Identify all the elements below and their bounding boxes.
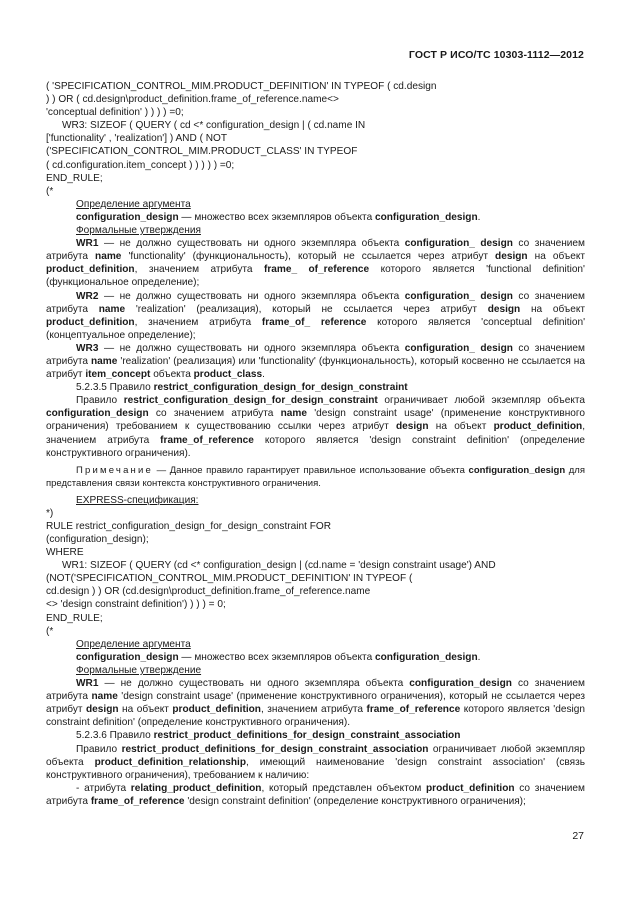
code-line: END_RULE; — [46, 172, 103, 184]
argument-paragraph: configuration_design — множество всех экземпляров объекта configuration_design. — [76, 651, 481, 663]
wr3-paragraph: WR3 — не должно существовать ни одного экземпляра объекта configuration_ design со значением атрибута name 'realization' (реализация) или 'functionality' (функциональность), который косвенно не ссылается на атрибут item_concept объекта product_class. — [46, 342, 585, 381]
code-line: cd.design ) ) OR (cd.design\product_definition.frame_of_reference.name — [46, 586, 371, 598]
page-number: 27 — [572, 830, 584, 842]
wr1-paragraph: WR1 — не должно существовать ни одного экземпляра объекта configuration_design со значением атрибута name 'design constraint usage' (применение конструктивного ограничения), который не ссылается через атрибут design на объект product_definition, значением атрибута frame_of_reference которого является 'design constraint definition' (определение конструктивного ограничения). — [46, 678, 585, 729]
code-line: WR3: SIZEOF ( QUERY ( cd <* configuration_design | ( cd.name IN — [62, 120, 366, 132]
argument-definition-heading: Определение аргумента — [76, 638, 191, 650]
section-heading-5-2-3-6: 5.2.3.6 Правило restrict_product_definitions_for_design_constraint_association — [76, 730, 461, 742]
code-line: ['functionality' , 'realization'] ) AND ( NOT — [46, 133, 228, 145]
code-line: <> 'design constraint definition') ) ) ) = 0; — [46, 599, 226, 611]
wr1-paragraph: WR1 — не должно существовать ни одного экземпляра объекта configuration_ design со значением атрибута name 'functionality' (функциональность), который не ссылается через атрибут design на объект product_definition, значением атрибута frame_ of_reference которого является 'functional definition' (функциональное определение); — [46, 238, 585, 289]
code-line: END_RULE; — [46, 612, 103, 624]
code-line: WR1: SIZEOF ( QUERY (cd <* configuration_design | (cd.name = 'design constraint usage') AND — [62, 560, 496, 572]
code-line: WHERE — [46, 547, 84, 559]
note-paragraph: Примечание — Данное правило гарантирует правильное использование объекта configuration_design для представления связи контекста конструктивного ограничения. — [46, 464, 585, 489]
express-specification-heading: EXPRESS-спецификация: — [76, 494, 199, 506]
code-line: ( cd.configuration.item_concept ) ) ) ) ) =0; — [46, 159, 235, 171]
section-label — [46, 198, 585, 211]
code-line: (* — [46, 625, 54, 637]
code-line: ( 'SPECIFICATION_CONTROL_MIM.PRODUCT_DEFINITION' IN TYPEOF ( cd.design — [46, 81, 437, 92]
code-line: *) — [46, 507, 54, 519]
code-line: ) ) OR ( cd.design\product_definition.frame_of_reference.name<> — [46, 94, 339, 106]
list-item: - атрибута relating_product_definition, который представлен объектом product_definition со значением атрибута frame_of_reference 'design constraint definition' (определение конструктивного ограничения); — [46, 782, 585, 807]
section-heading-5-2-3-5: 5.2.3.5 Правило restrict_configuration_design_for_design_constraint — [76, 382, 408, 394]
formal-statements-heading: Формальные утверждения — [76, 225, 201, 237]
section-label — [46, 664, 585, 677]
section-label — [46, 494, 585, 507]
page-body — [46, 80, 585, 808]
wr2-paragraph: WR2 — не должно существовать ни одного экземпляра объекта configuration_ design со значением атрибута name 'realization' (реализация), который не ссылается через атрибут design на объект product_definition, значением атрибута frame_of_ reference которого является 'conceptual definition' (концептуальное определение); — [46, 290, 585, 341]
code-line: (NOT('SPECIFICATION_CONTROL_MIM.PRODUCT_DEFINITION' IN TYPEOF ( — [46, 573, 413, 585]
code-line: RULE restrict_configuration_design_for_design_constraint FOR — [46, 520, 332, 532]
code-line: 'conceptual definition' ) ) ) ) =0; — [46, 107, 184, 119]
code-line: (configuration_design); — [46, 534, 149, 545]
formal-statement-heading: Формальные утверждение — [76, 664, 202, 676]
section-label — [46, 224, 585, 237]
rule-description-paragraph: Правило restrict_product_definitions_for_design_constraint_association ограничивает любой экземпляр объекта product_definition_relationship, имеющий наименование 'design constraint association' (связь конструктивного ограничения), требованием к наличию: — [46, 743, 585, 781]
section-label — [46, 638, 585, 651]
rule-description-paragraph: Правило restrict_configuration_design_for_design_constraint ограничивает любой экземпляр объекта configuration_design со значением атрибута name 'design constraint usage' (применение конструктивного ограничения) требованием к существованию ссылки через атрибут design на объект product_definition, значением атрибута frame_of_reference которого является 'design constraint definition' (определение конструктивного ограничения). — [46, 395, 585, 459]
argument-definition-heading: Определение аргумента — [76, 198, 191, 210]
argument-paragraph: configuration_design — множество всех экземпляров объекта configuration_design. — [76, 211, 481, 223]
code-line: (* — [46, 185, 54, 197]
code-line: ('SPECIFICATION_CONTROL_MIM.PRODUCT_CLASS' IN TYPEOF — [46, 146, 358, 158]
document-header: ГОСТ Р ИСО/ТС 10303-1112—2012 — [408, 49, 584, 61]
